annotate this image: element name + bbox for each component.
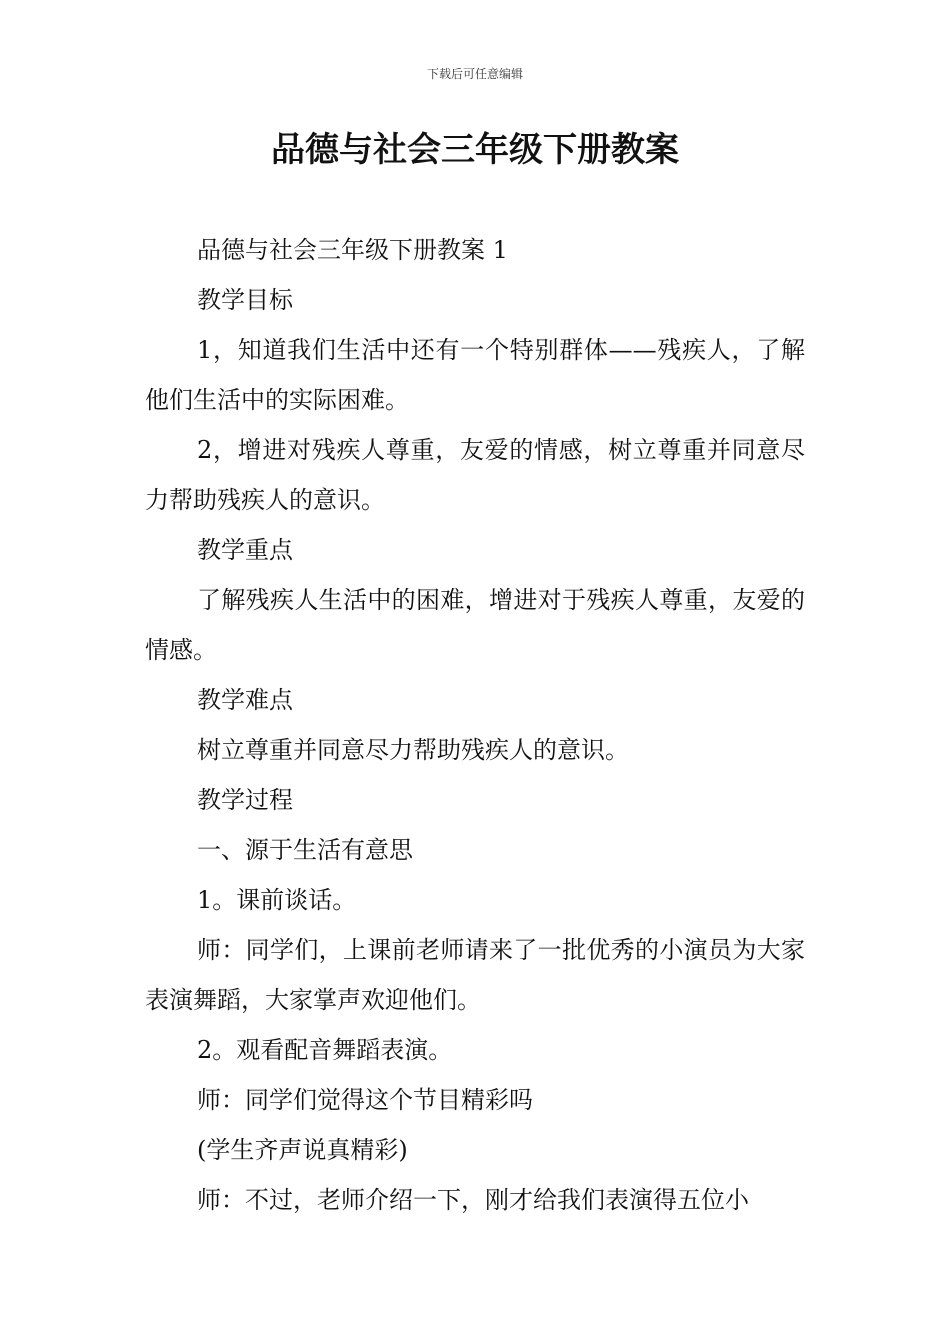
section-title: 品德与社会三年级下册教案 1 bbox=[197, 236, 508, 264]
heading-process: 教学过程 bbox=[197, 786, 293, 814]
process-item-1: 1。课前谈话。 bbox=[197, 886, 357, 914]
student-response: (学生齐声说真精彩) bbox=[197, 1136, 408, 1164]
objective-1: 1，知道我们生活中还有一个特别群体——残疾人，了解他们生活中的实际困难。 bbox=[145, 336, 805, 414]
heading-objectives: 教学目标 bbox=[197, 286, 293, 314]
process-item-2: 2。观看配音舞蹈表演。 bbox=[197, 1036, 453, 1064]
teacher-line-2: 师：同学们觉得这个节目精彩吗 bbox=[197, 1086, 533, 1114]
teacher-line-3: 师：不过，老师介绍一下，刚才给我们表演得五位小 bbox=[197, 1186, 749, 1214]
document-title: 品德与社会三年级下册教案 bbox=[271, 130, 679, 170]
key-points-text: 了解残疾人生活中的困难，增进对于残疾人尊重，友爱的情感。 bbox=[145, 586, 805, 664]
objective-2: 2，增进对残疾人尊重，友爱的情感，树立尊重并同意尽力帮助残疾人的意识。 bbox=[145, 436, 805, 514]
heading-difficulties: 教学难点 bbox=[197, 686, 293, 714]
difficulties-text: 树立尊重并同意尽力帮助残疾人的意识。 bbox=[197, 736, 629, 764]
header-note: 下载后可任意编辑 bbox=[426, 67, 523, 81]
teacher-line-1: 师：同学们，上课前老师请来了一批优秀的小演员为大家表演舞蹈，大家掌声欢迎他们。 bbox=[145, 936, 805, 1014]
document-body bbox=[145, 225, 805, 1225]
heading-key-points: 教学重点 bbox=[197, 536, 293, 564]
process-step-heading: 一、源于生活有意思 bbox=[197, 836, 413, 864]
